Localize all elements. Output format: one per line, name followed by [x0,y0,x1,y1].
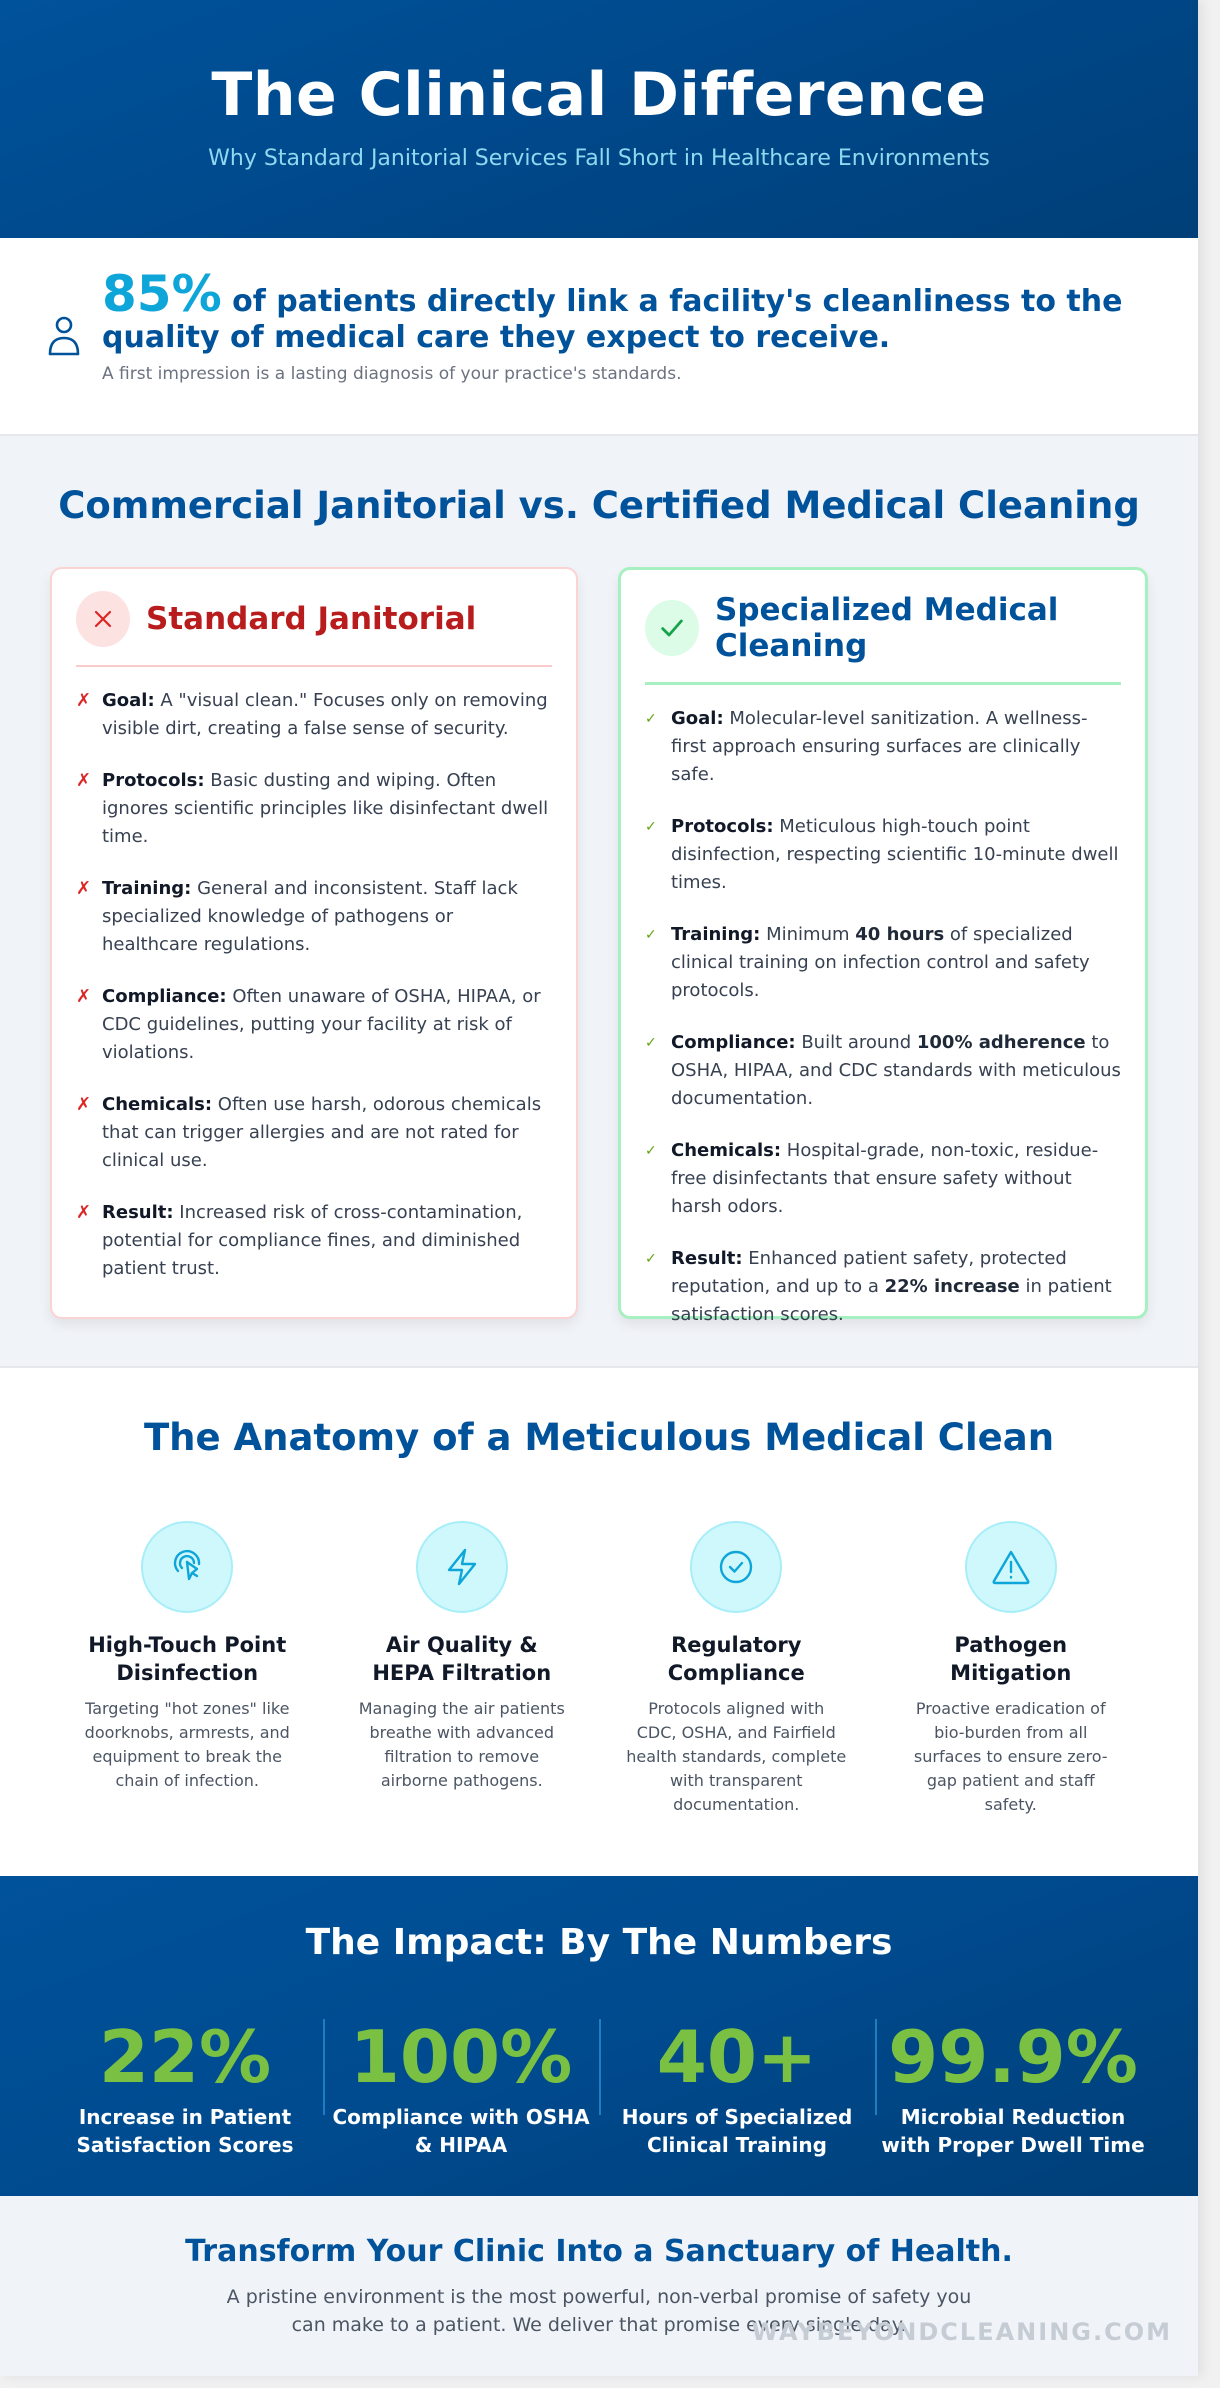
patient-stat-headline [102,265,1198,356]
item-text: of specialized clinical training on infection control and safety protocols. [671,924,1090,1001]
item-label: Protocols: [671,816,774,837]
feature-desc: Proactive eradication of bio-burden from all surfaces to ensure zero-gap patient and staff safety. [913,1699,1108,1814]
item-text: Minimum [760,924,856,945]
impact-section [0,1876,1198,2196]
list-item [76,1199,552,1283]
comparison-cards [50,567,1148,1325]
list-item [76,983,552,1067]
item-text: Built around [795,1032,917,1053]
list-item [645,1029,1121,1113]
cta-section [0,2196,1198,2376]
check-mark-icon: ✓ [645,819,657,835]
check-circle-icon [690,1521,782,1613]
stat-value: 99.9% [888,2015,1138,2099]
item-label: Goal: [102,690,155,711]
list-item [76,767,552,851]
x-mark-icon: ✗ [76,1202,92,1223]
card-header [76,591,552,667]
feature-grid [30,1521,1168,1817]
feature-desc: Managing the air patients breathe with advanced filtration to remove airborne pathogens. [358,1699,565,1790]
feature-title: High-Touch Point Disinfection [88,1633,287,1685]
stat-compliance [323,2015,599,2159]
stat-microbial-reduction [875,2015,1151,2159]
check-mark-icon: ✓ [645,711,657,727]
stat-label: Microbial Reduction with Proper Dwell Time [881,2105,1145,2157]
x-icon [76,591,130,647]
hero-header [0,0,1198,238]
check-mark-icon: ✓ [645,1035,657,1051]
item-text: to OSHA, HIPAA, and CDC standards with meticulous documentation. [671,1032,1121,1109]
impact-title: The Impact: By The Numbers [305,1922,893,1963]
anatomy-title: The Anatomy of a Meticulous Medical Clean [143,1416,1055,1459]
item-highlight: 40 hours [855,924,945,945]
patient-stat-subtext: A first impression is a lasting diagnosis of your practice's standards. [102,364,682,384]
anatomy-section [0,1368,1198,1876]
feature-title: Regulatory Compliance [667,1633,805,1685]
specialized-list [645,705,1121,1329]
watermark: WAYBEYONDCLEANING.COM [751,2318,1172,2346]
user-icon [46,314,82,358]
check-mark-icon: ✓ [645,1251,657,1267]
item-text: Meticulous high-touch point disinfection, respecting scientific 10-minute dwell times. [671,816,1119,893]
standard-list [76,687,552,1283]
impact-stats [0,2015,1198,2159]
comparison-section [0,436,1198,1368]
item-label: Training: [671,924,761,945]
item-label: Training: [102,878,192,899]
item-text: Often unaware of OSHA, HIPAA, or CDC guidelines, putting your facility at risk of violations. [102,986,541,1063]
feature-high-touch [77,1521,297,1817]
item-label: Goal: [671,708,724,729]
list-item [645,705,1121,789]
stat-value: 22% [98,2015,272,2099]
x-mark-icon: ✗ [76,690,92,711]
touch-pointer-icon [141,1521,233,1613]
patient-stat-value: 85% [102,265,222,323]
item-label: Result: [102,1202,174,1223]
feature-air-quality [352,1521,572,1817]
check-mark-icon: ✓ [645,927,657,943]
x-mark-icon: ✗ [76,878,92,899]
feature-title: Air Quality & HEPA Filtration [372,1633,552,1685]
item-label: Result: [671,1248,743,1269]
cta-text: A pristine environment is the most powerful, non-verbal promise of safety you can make to a patient. We deliver that promise every single day. [226,2286,972,2336]
item-highlight: 100% adherence [916,1032,1086,1053]
x-mark-icon: ✗ [76,1094,92,1115]
x-mark-icon: ✗ [76,986,92,1007]
item-text: Basic dusting and wiping. Often ignores scientific principles like disinfectant dwell time. [102,770,549,847]
comparison-title: Commercial Janitorial vs. Certified Medical Cleaning [58,484,1140,527]
item-text: Often use harsh, odorous chemicals that can trigger allergies and are not rated for clinical use. [102,1094,542,1171]
item-text: Increased risk of cross-contamination, potential for compliance fines, and diminished patient trust. [102,1202,523,1279]
list-item [645,1137,1121,1221]
cta-title: Transform Your Clinic Into a Sanctuary of Health. [185,2234,1013,2269]
card-title: Standard Janitorial [146,601,477,637]
specialized-medical-card [618,567,1148,1325]
item-text: A "visual clean." Focuses only on removing visible dirt, creating a false sense of security. [102,690,548,739]
list-item [76,875,552,959]
stat-label: Compliance with OSHA & HIPAA [332,2105,590,2157]
item-label: Chemicals: [671,1140,782,1161]
patient-stat-section [0,238,1198,436]
card-header [645,592,1121,685]
feature-pathogen [901,1521,1121,1817]
check-icon [645,600,699,656]
list-item [76,687,552,743]
patient-stat-text: of patients directly link a facility's cleanliness to the quality of medical care they expect to receive. [102,284,1123,355]
item-highlight: 22% increase [884,1276,1020,1297]
item-text: Hospital-grade, non-toxic, residue-free disinfectants that ensure safety without harsh odors. [671,1140,1099,1217]
feature-desc: Protocols aligned with CDC, OSHA, and Fairfield health standards, complete with transparent documentation. [626,1699,847,1814]
item-label: Chemicals: [102,1094,213,1115]
list-item [645,921,1121,1005]
item-label: Compliance: [671,1032,796,1053]
stat-value: 100% [349,2015,573,2099]
card-title: Specialized Medical Cleaning [715,592,1059,664]
list-item [76,1091,552,1175]
list-item [645,1245,1121,1329]
check-mark-icon: ✓ [645,1143,657,1159]
feature-desc: Targeting "hot zones" like doorknobs, armrests, and equipment to break the chain of infection. [84,1699,290,1790]
stat-satisfaction [47,2015,323,2159]
warning-triangle-icon [965,1521,1057,1613]
stat-label: Hours of Specialized Clinical Training [621,2105,853,2157]
stat-value: 40+ [656,2015,818,2099]
page-title: The Clinical Difference [211,60,987,130]
list-item [645,813,1121,897]
item-label: Compliance: [102,986,227,1007]
standard-janitorial-card [50,567,578,1319]
feature-regulatory [626,1521,846,1817]
stat-training-hours [599,2015,875,2159]
item-text: in patient satisfaction scores. [671,1276,1112,1325]
lightning-icon [416,1521,508,1613]
item-text: General and inconsistent. Staff lack specialized knowledge of pathogens or healthcare regulations. [102,878,518,955]
item-text: Enhanced patient safety, protected reputation, and up to a [671,1248,1067,1297]
item-text: Molecular-level sanitization. A wellness-first approach ensuring surfaces are clinically safe. [671,708,1088,785]
item-label: Protocols: [102,770,205,791]
feature-title: Pathogen Mitigation [950,1633,1072,1685]
x-mark-icon: ✗ [76,770,92,791]
page-subtitle: Why Standard Janitorial Services Fall Short in Healthcare Environments [208,146,990,171]
patient-stat-body [102,265,1198,384]
stat-label: Increase in Patient Satisfaction Scores [76,2105,294,2157]
